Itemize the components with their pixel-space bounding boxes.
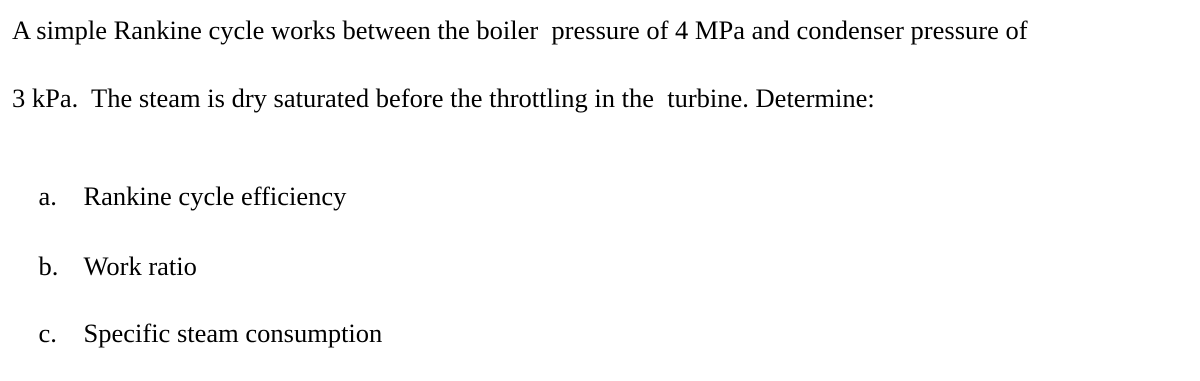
question-text: Rankine cycle efficiency: [83, 181, 347, 211]
question-text: Specific steam consumption: [83, 318, 383, 348]
question-marker: b.: [38, 251, 59, 281]
problem-statement-line-1: A simple Rankine cycle works between the boiler pressure of 4 MPa and condenser pressure of: [12, 15, 1028, 45]
question-item-c: [12, 285, 382, 381]
question-marker: a.: [38, 181, 57, 211]
problem-statement-line-2: 3 kPa. The steam is dry saturated before the throttling in the turbine. Determine:: [12, 83, 875, 113]
question-text: Work ratio: [83, 251, 197, 281]
question-marker: c.: [38, 318, 57, 348]
